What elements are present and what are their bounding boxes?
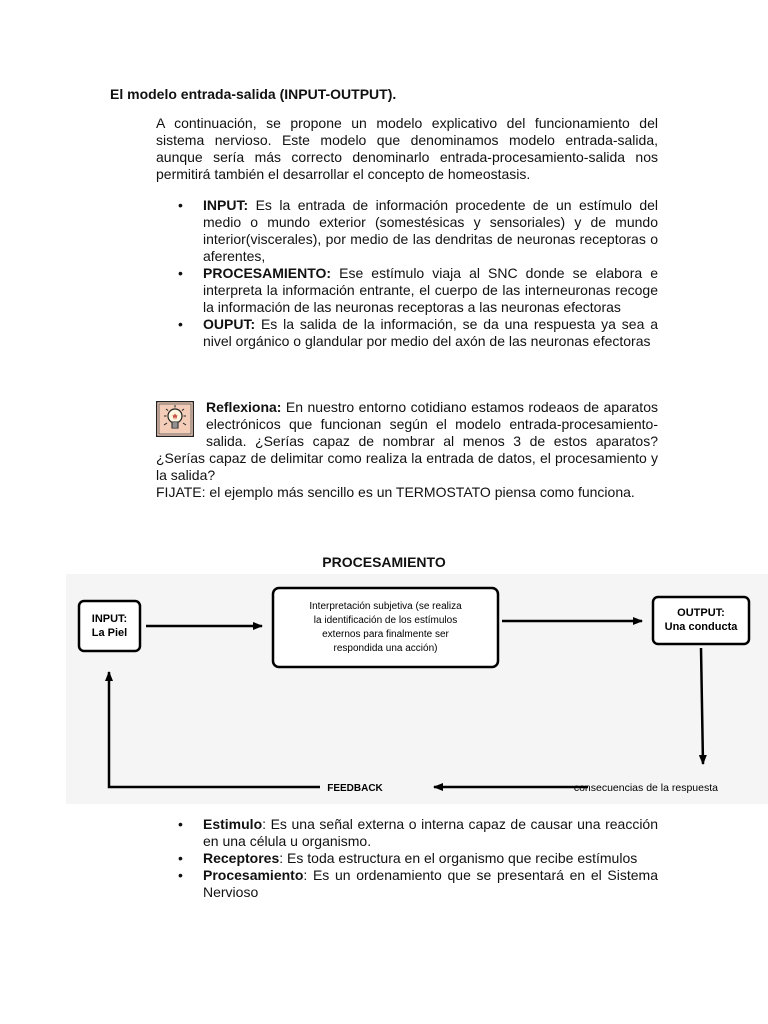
input-box-sublabel: La Piel — [91, 627, 128, 639]
processing-line-3: externos para finalmente ser — [322, 629, 449, 640]
diagram-title: PROCESAMIENTO — [322, 554, 446, 570]
processing-line-4: respondida una acción) — [333, 643, 438, 654]
term-procesamiento: PROCESAMIENTO: — [203, 265, 332, 281]
bullet-icon: • — [178, 867, 183, 883]
list-item-procesamiento-def — [178, 867, 658, 901]
reflexiona-block — [156, 399, 658, 501]
glossary-list — [178, 816, 658, 901]
term-estimulo: Estimulo — [203, 816, 263, 832]
document-heading: El modelo entrada-salida (INPUT-OUTPUT). — [110, 86, 397, 102]
definition-output: Es la salida de la información, se da una respuesta ya sea a nivel orgánico o glandular por medio del axón de las neuronas efectoras — [203, 316, 658, 349]
definition-estimulo: : Es una señal externa o interna capaz de causar una reacción en una célula u organismo. — [203, 816, 658, 849]
processing-box — [273, 588, 498, 667]
definition-list — [178, 197, 658, 350]
intro-paragraph: A continuación, se propone un modelo explicativo del funcionamiento del sistema nervioso. Este modelo que denominamos modelo entrada-salida, aunque sería más correcto denominarlo entrada-procesamiento-salida nos permitirá también el desarrollar el concepto de homeostasis. — [156, 115, 658, 182]
definition-procesamiento: Ese estímulo viaja al SNC donde se elabora e interpreta la información entrante, el cuerpo de las interneuronas recoge la información de las neuronas receptoras a las neuronas efectoras — [203, 265, 658, 315]
consequences-label: consecuencias de la respuesta — [573, 782, 718, 794]
processing-line-1: Interpretación subjetiva (se realiza — [309, 601, 462, 612]
list-item-estimulo — [178, 816, 658, 850]
term-procesamiento-def: Procesamiento — [203, 867, 304, 883]
definition-procesamiento-def: : Es un ordenamiento que se presentará en el Sistema Nervioso — [203, 867, 658, 900]
input-output-diagram — [66, 574, 768, 804]
term-input: INPUT: — [203, 197, 249, 213]
bullet-icon: • — [178, 265, 183, 281]
definition-input: Es la entrada de información procedente de un estímulo del medio o mundo exterior (somestésicas y sensoriales) y de mundo interior(viscerales), por medio de las dendritas de neuronas receptoras o aferentes, — [203, 197, 658, 264]
list-item-receptores — [178, 850, 658, 867]
feedback-label: FEEDBACK — [327, 783, 383, 794]
reflexiona-text: En nuestro entorno cotidiano estamos rodeaos de aparatos electrónicos que funcionan según el modelo entrada-procesamiento-salida. ¿Serías capaz de nombrar al menos 3 de estos aparatos? ¿Serías capaz de delimitar como realiza la entrada de datos, el procesamiento y la salida? — [156, 399, 658, 483]
bullet-icon: • — [178, 816, 183, 832]
list-item-procesamiento — [178, 265, 658, 316]
lightbulb-icon — [156, 401, 194, 437]
bullet-icon: • — [178, 316, 183, 332]
output-box-sublabel: Una conducta — [664, 621, 738, 633]
term-receptores: Receptores — [203, 850, 280, 866]
bullet-icon: • — [178, 197, 183, 213]
list-item-output — [178, 316, 658, 350]
definition-receptores: : Es toda estructura en el organismo que recibe estímulos — [279, 850, 638, 866]
fijate-text: FIJATE: el ejemplo más sencillo es un TERMOSTATO piensa como funciona. — [156, 484, 635, 500]
term-reflexiona: Reflexiona: — [206, 399, 282, 415]
term-output: OUPUT: — [203, 316, 256, 332]
list-item-input — [178, 197, 658, 265]
bullet-icon: • — [178, 850, 183, 866]
output-box-label: OUTPUT: — [677, 607, 725, 619]
input-box-label: INPUT: — [91, 613, 128, 625]
input-box — [79, 601, 140, 651]
processing-line-2: la identificación de los estímulos — [313, 615, 458, 626]
